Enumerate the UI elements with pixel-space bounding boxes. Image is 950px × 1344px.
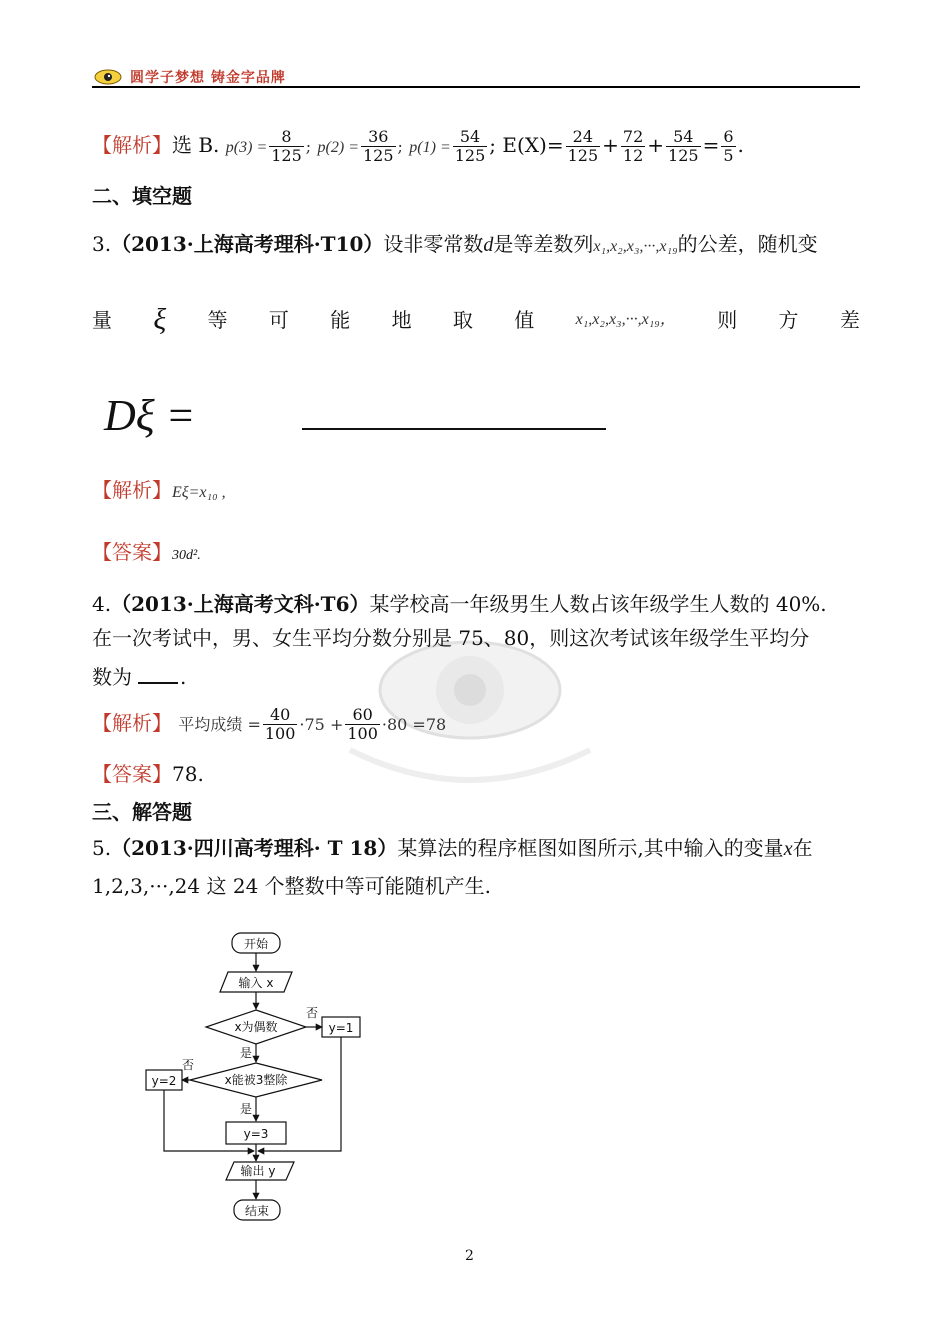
question-4-line-3 [92,662,186,691]
answer-blank [302,428,606,430]
answer-tag: 【答案】 [92,540,172,564]
question-text: 的公差，随机变 [677,232,818,256]
fraction: $\frac{40}{100}$ [264,705,296,743]
solution-expr: Eξ=x₁₀ , [172,484,226,501]
sequence-expr: x₁,x₂,x₃,···,x₁₉， [575,311,676,328]
variable-x: x [783,838,793,860]
answer-expr: 30d². [172,548,201,563]
question-source: （2013·四川高考理科· T 18） [111,836,398,860]
jiexi-tag: 【解析】 [92,133,172,157]
answer-text: 78. [172,762,204,786]
solution-line-1 [92,128,744,165]
word: 能 [330,308,351,332]
question-3-line-1 [92,230,818,261]
word: 量 [92,308,112,332]
fraction: $\frac{6}{5}$ [723,127,734,165]
flow-y2-label: y=2 [151,1074,177,1088]
period: . [737,133,744,157]
fraction: $\frac{60}{100}$ [347,705,378,743]
question-text: 数为 [92,665,132,689]
word: 差 [839,308,860,332]
flow-start-label: 开始 [243,937,269,951]
jiexi-tag: 【解析】 [92,711,172,735]
question-4-line-2: 在一次考试中，男、女生平均分数分别是 75、80，则这次考试该年级学生平均分 [92,626,810,650]
word: 可 [268,308,289,332]
question-text: 某算法的程序框图如图所示,其中输入的变量 [397,836,784,860]
expectation-label: ; E(X)= [489,133,564,157]
section-title-solve: 三、解答题 [92,800,192,824]
question-4-line-1 [92,590,827,618]
question-4-answer [92,760,204,788]
flow-no2-label: 否 [182,1058,195,1072]
variable-d: d [483,234,494,256]
question-text: 是等差数列 [493,232,594,256]
eye-logo-icon [94,67,122,85]
word: 取 [452,308,473,332]
question-4-solution [92,706,446,743]
fraction: $\frac{24}{125}$ [567,127,599,165]
fraction: $\frac{8}{125}$ [271,127,302,165]
header-divider [92,86,860,88]
question-3-line-2 [92,303,860,336]
question-5-line-2: 1,2,3,···,24 这 24 个整数中等可能随机产生. [92,874,492,898]
question-text: 某学校高一年级男生人数占该年级学生人数的 40%. [369,592,827,616]
page-number: 2 [465,1248,474,1264]
flow-input-label: 输入 x [238,976,274,990]
word: 地 [391,308,412,332]
plus-sign: + [647,133,665,157]
header-slogan: 圆学子梦想 铸金字品牌 [130,70,286,86]
question-3-answer [92,538,201,570]
fraction: $\frac{36}{125}$ [362,127,394,165]
xi-symbol: ξ [153,303,167,336]
section-title-fill-in: 二、填空题 [92,184,192,208]
question-number: 3. [92,232,112,256]
eye-watermark [270,590,670,800]
period: . [180,665,187,689]
word: 方 [778,308,799,332]
prob-1-label: p(1) = [409,139,451,156]
solution-expr: ·75 + [299,715,344,734]
prob-2-label: p(2) = [317,139,359,156]
question-5-line-1 [92,834,813,863]
question-text: 设非零常数 [383,232,484,256]
jiexi-tag: 【解析】 [92,478,172,502]
flow-cond2-label: x能被3整除 [224,1073,288,1087]
question-3-solution [92,476,226,507]
separator: ; [305,137,312,156]
program-flowchart [130,925,390,1225]
equals-sign: = [702,133,720,157]
word: 则 [717,308,738,332]
solution-label: 平均成绩 = [178,715,261,734]
prob-3-label: p(3) = [225,139,268,156]
answer-tag: 【答案】 [92,762,172,786]
question-text: 在 [792,836,813,860]
flow-no1-label: 否 [306,1006,319,1020]
flow-output-label: 输出 y [240,1164,276,1178]
solution-expr: ·80 =78 [381,715,447,734]
plus-sign: + [602,133,619,157]
fraction: $\frac{54}{125}$ [454,127,486,165]
question-number: 4. [92,592,112,616]
flow-cond1-label: x为偶数 [234,1020,278,1034]
variance-expression: Dξ = [104,391,196,440]
question-number: 5. [92,836,112,860]
word: 值 [514,308,535,332]
fraction: $\frac{54}{125}$ [668,127,699,165]
flow-yes2-label: 是 [240,1102,253,1116]
flow-y3-label: y=3 [243,1127,269,1141]
question-source: （2013·上海高考文科·T6） [111,592,370,616]
answer-blank [138,662,178,684]
flow-y1-label: y=1 [328,1021,354,1035]
question-source: （2013·上海高考理科·T10） [111,232,384,256]
fraction: $\frac{72}{12}$ [622,127,644,165]
separator: ; [397,137,403,156]
word: 等 [207,308,228,332]
flow-end-label: 结束 [244,1204,270,1218]
sequence-expr: x₁,x₂,x₃,···,x₁₉ [593,238,678,255]
flow-yes1-label: 是 [240,1046,253,1060]
choice-text: 选 B. [172,133,220,157]
